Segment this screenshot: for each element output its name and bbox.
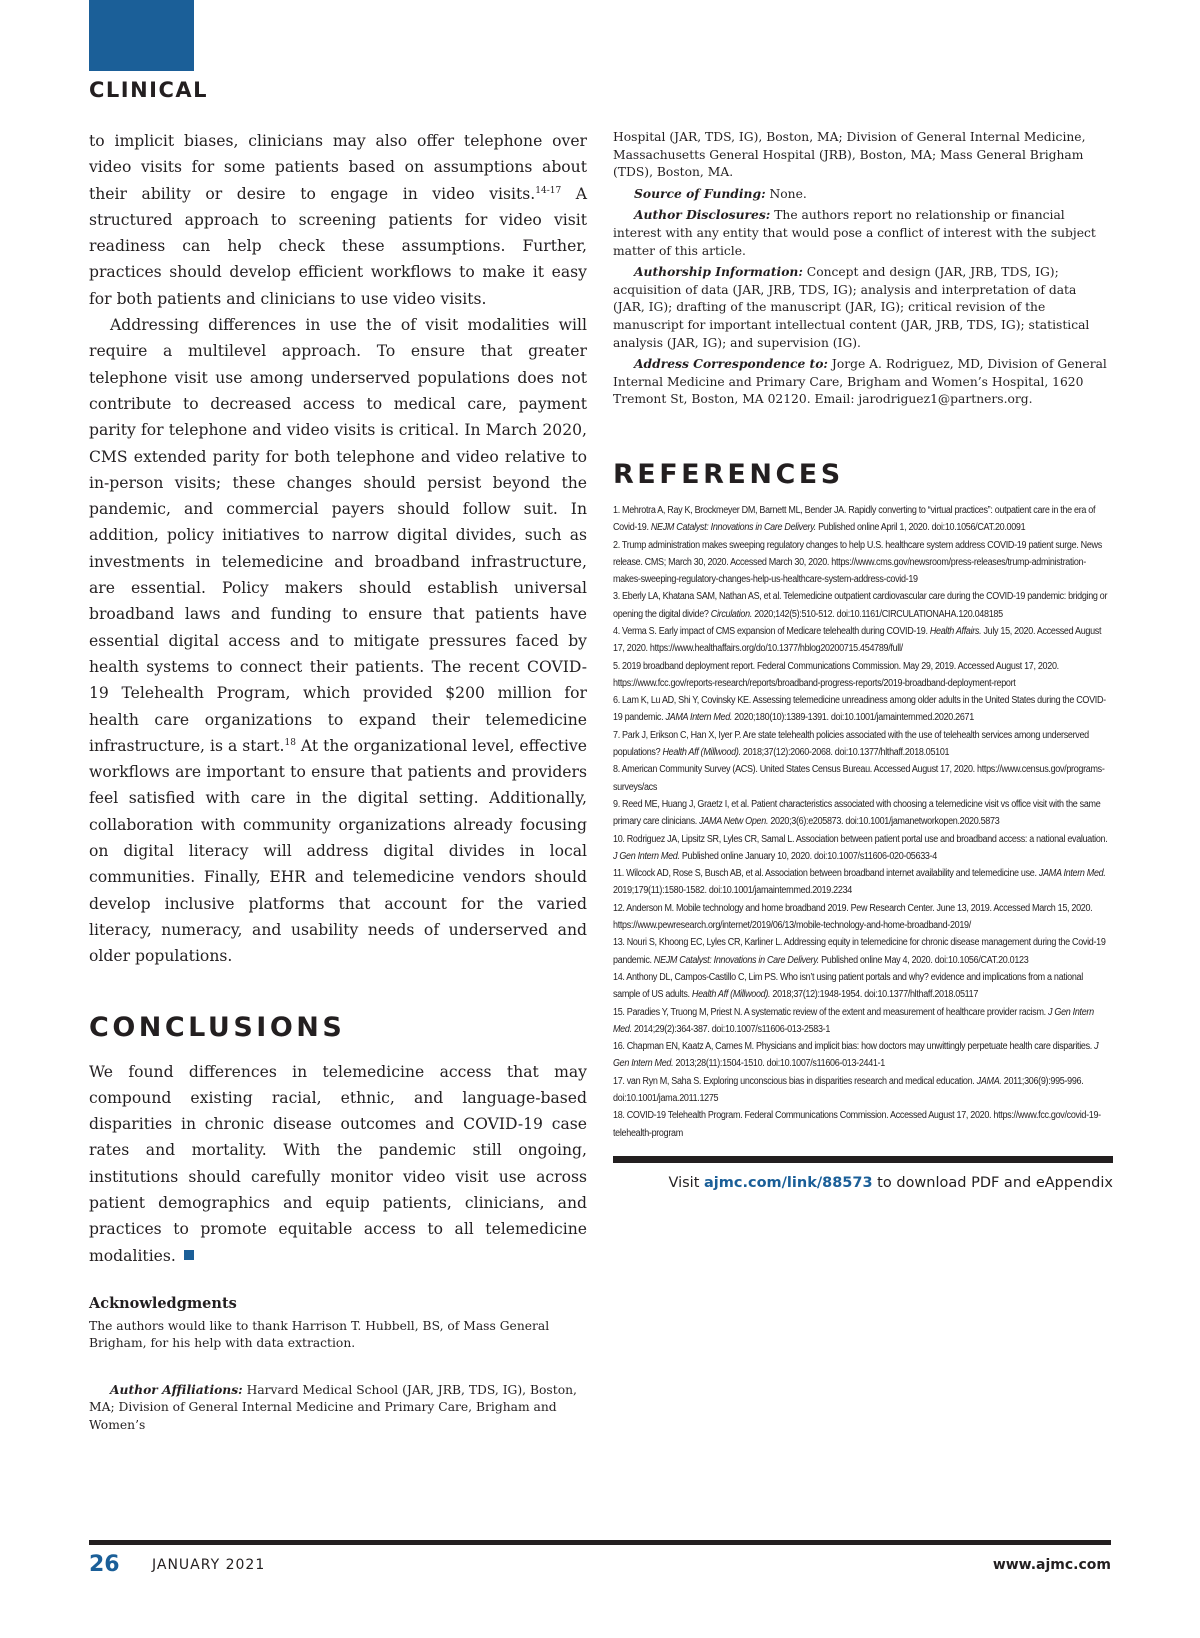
reference-journal: NEJM Catalyst: Innovations in Care Delivery.	[653, 954, 819, 966]
reference-item	[613, 658, 1111, 693]
reference-text: Published online May 4, 2020. doi:10.1056/CAT.20.0123	[818, 954, 1029, 966]
reference-text: July 15, 2020. Accessed August 17, 2020. https://www.healthaffairs.org/do/10.1377/hblog20200715.454789/full/	[613, 625, 1102, 655]
disclosures-text: The authors report no relationship or financial interest with any entity that would pose a conflict of interest with the subject matter of this article.	[613, 208, 1096, 258]
disclosures-note	[613, 206, 1111, 260]
right-column	[613, 129, 1111, 1191]
download-notice	[613, 1175, 1113, 1191]
left-column	[89, 128, 587, 1434]
reference-journal: Health Aff (Millwood).	[662, 747, 741, 759]
reference-item	[613, 969, 1111, 1004]
reference-journal: JAMA Intern Med.	[1038, 868, 1106, 880]
reference-item	[613, 1073, 1111, 1108]
body-text: We found differences in telemedicine access that may compound existing racial, ethnic, and language-based disparities in chronic disease outcomes and COVID-19 case rates and mortality. With the pandemic still ongoing, institutions should carefully monitor video visit use across patient demographics and equip patients, clinicians, and practices to promote equitable access to all telemedicine modalities.	[89, 1062, 587, 1265]
reference-item	[613, 831, 1111, 866]
reference-journal: JAMA Intern Med.	[665, 712, 733, 724]
references-divider	[613, 1156, 1113, 1163]
reference-text: 2018;37(12):1948-1954. doi:10.1377/hlthaff.2018.05117	[770, 989, 979, 1001]
citation-superscript: 18	[284, 737, 296, 748]
reference-text: 2020;3(6):e205873. doi:10.1001/jamanetworkopen.2020.5873	[768, 816, 1000, 828]
reference-text: 2019;179(11):1580-1582. doi:10.1001/jamainternmed.2019.2234	[613, 885, 852, 897]
website-link[interactable]: www.ajmc.com	[992, 1557, 1111, 1573]
citation-superscript: 14-17	[535, 185, 562, 196]
reference-text: Published online January 10, 2020. doi:10.1007/s11606-020-05633-4	[679, 850, 937, 862]
reference-journal: Circulation.	[710, 608, 753, 620]
reference-text: 8. American Community Survey (ACS). United States Census Bureau. Accessed August 17, 2020. https://www.census.gov/programs-surveys/acs	[613, 764, 1105, 793]
download-suffix: to download PDF and eAppendix	[872, 1174, 1113, 1191]
footer-divider	[89, 1540, 1111, 1545]
conclusions-paragraph	[89, 1059, 587, 1269]
reference-journal: J Gen Intern Med.	[613, 1041, 1099, 1070]
reference-text: 6. Lam K, Lu AD, Shi Y, Covinsky KE. Assessing telemedicine unreadiness among older adults in the United States during the COVID-19 pandemic.	[613, 695, 1106, 724]
funding-text: None.	[765, 186, 807, 201]
reference-text: 4. Verma S. Early impact of CMS expansion of Medicare telehealth during COVID-19.	[613, 625, 930, 637]
body-text: A structured approach to screening patients for video visit readiness can help check these assumptions. Further, practices should develop efficient workflows to make it easy for both patients and clinicians to use video visits.	[89, 184, 588, 308]
acknowledgments-heading: Acknowledgments	[89, 1294, 237, 1312]
reference-journal: Health Affairs.	[929, 625, 982, 637]
reference-item	[613, 727, 1111, 762]
body-paragraph-1	[89, 128, 587, 312]
reference-item	[613, 502, 1111, 537]
affiliations-label: Author Affiliations:	[110, 1381, 243, 1397]
reference-text: 15. Paradies Y, Truong M, Priest N. A systematic review of the extent and measurement of healthcare provider racism.	[613, 1006, 1049, 1018]
reference-text: 12. Anderson M. Mobile technology and home broadband 2019. Pew Research Center. June 13, 2019. Accessed March 15, 2020. https://www.pewresearch.org/internet/2019/06/13/mobile-technology-and-home-broadband-2019/	[613, 902, 1093, 932]
reference-item	[613, 900, 1111, 935]
section-color-tab	[89, 0, 194, 71]
author-affiliations	[89, 1381, 587, 1435]
correspondence-note	[613, 355, 1111, 409]
reference-journal: J Gen Intern Med.	[613, 1006, 1094, 1035]
reference-text: 16. Chapman EN, Kaatz A, Carnes M. Physicians and implicit bias: how doctors may unwittingly perpetuate health care disparities.	[613, 1041, 1095, 1053]
reference-text: 14. Anthony DL, Campos-Castillo C, Lim PS. Who isn’t using patient portals and why? evidence and implications from a national sample of US adults.	[613, 971, 1083, 1001]
conclusions-heading: CONCLUSIONS	[89, 1011, 346, 1043]
section-label: CLINICAL	[89, 78, 209, 102]
reference-item	[613, 623, 1111, 658]
reference-item	[613, 537, 1111, 589]
references-heading: REFERENCES	[613, 458, 844, 490]
reference-text: 5. 2019 broadband deployment report. Federal Communications Commission. May 29, 2019. Accessed August 17, 2020. https://www.fcc.gov/reports-research/reports/broadband-progress-reports/2019-broadband-deployment-report	[613, 660, 1059, 689]
reference-text: 2020;142(5):510-512. doi:10.1161/CIRCULATIONAHA.120.048185	[752, 608, 1003, 620]
correspondence-text: Jorge A. Rodriguez, MD, Division of General Internal Medicine and Primary Care, Brigham and Women’s Hospital, 1620 Tremont St, Boston, MA 02120. Email: jarodriguez1@partners.org.	[613, 357, 1107, 407]
reference-text: 9. Reed ME, Huang J, Graetz I, et al. Patient characteristics associated with choosing a telemedicine visit vs office visit with the same primary care clinicians.	[613, 798, 1101, 828]
issue-date: JANUARY 2021	[152, 1557, 266, 1573]
reference-text: 13. Nouri S, Khoong EC, Lyles CR, Karliner L. Addressing equity in telemedicine for chronic disease management during the Covid-19 pandemic.	[613, 937, 1106, 966]
reference-text: Published online April 1, 2020. doi:10.1056/CAT.20.0091	[815, 522, 1026, 534]
reference-text: 11. Wilcock AD, Rose S, Busch AB, et al. Association between broadband internet availability and telemedicine use.	[613, 868, 1039, 880]
reference-item	[613, 796, 1111, 831]
body-paragraph-2	[89, 312, 587, 969]
reference-text: 1. Mehrotra A, Ray K, Brockmeyer DM, Barnett ML, Bender JA. Rapidly converting to “virtual practices”: outpatient care in the era of Covid-19.	[613, 504, 1096, 534]
reference-text: 2011;306(9):995-996. doi:10.1001/jama.2011.1275	[613, 1075, 1084, 1104]
reference-text: 2. Trump administration makes sweeping regulatory changes to help U.S. healthcare system address COVID-19 patient surge. News release. CMS; March 30, 2020. Accessed March 30, 2020. https://www.cms.gov/newsroom/press-releases/trump-administration-makes-sweeping-regulatory-changes-help-us-healthcare-system-address-covid-19	[613, 539, 1102, 586]
reference-item	[613, 588, 1111, 623]
authorship-label: Authorship Information:	[634, 264, 803, 280]
references-list	[613, 502, 1111, 1142]
correspondence-label: Address Correspondence to:	[634, 356, 828, 372]
affiliations-text: Harvard Medical School (JAR, JRB, TDS, IG), Boston, MA; Division of General Internal Medicine and Primary Care, Brigham and Women’s	[89, 1382, 577, 1432]
reference-item	[613, 1038, 1111, 1073]
funding-label: Source of Funding:	[634, 185, 766, 201]
body-text: At the organizational level, effective workflows are important to ensure that patients and providers feel satisfied with care in the digital setting. Additionally, collaboration with community organizations already focusing on digital literacy will address digital divides in local communities. Finally, EHR and telemedicine vendors should develop inclusive platforms that account for the varied literacy, numeracy, and usability needs of underserved and older populations.	[89, 736, 587, 966]
end-mark-square-icon	[184, 1250, 194, 1260]
reference-journal: NEJM Catalyst: Innovations in Care Delivery.	[650, 522, 816, 534]
reference-text: 18. COVID-19 Telehealth Program. Federal Communications Commission. Accessed August 17, 2020. https://www.fcc.gov/covid-19-telehealth-program	[613, 1110, 1101, 1139]
reference-item	[613, 865, 1111, 900]
body-text: to implicit biases, clinicians may also offer telephone over video visits for some patients based on assumptions about their ability or desire to engage in video visits.	[89, 132, 587, 203]
reference-journal: JAMA Netw Open.	[699, 816, 769, 828]
reference-text: 3. Eberly LA, Khatana SAM, Nathan AS, et al. Telemedicine outpatient cardiovascular care during the COVID-19 pandemic: bridging or opening the digital divide?	[613, 591, 1108, 620]
affiliations-continued: Hospital (JAR, TDS, IG), Boston, MA; Division of General Internal Medicine, Massachusetts General Hospital (JRB), Boston, MA; Mass General Brigham (TDS), Boston, MA.	[613, 130, 1086, 180]
acknowledgments-text: The authors would like to thank Harrison T. Hubbell, BS, of Mass General Brigham, for his help with data extraction.	[89, 1318, 550, 1351]
download-link[interactable]: ajmc.com/link/88573	[704, 1174, 873, 1191]
reference-item	[613, 1004, 1111, 1039]
reference-text: 2014;29(2):364-387. doi:10.1007/s11606-013-2583-1	[631, 1023, 831, 1035]
body-text: Addressing differences in use the of visit modalities will require a multilevel approach. To ensure that greater telephone visit use among underserved populations does not contribute to decreased access to medical care, payment parity for telephone and video visits is critical. In March 2020, CMS extended parity for both telephone and video relative to in-person visits; these changes should persist beyond the pandemic, and commercial payers should follow suit. In addition, policy initiatives to narrow digital divides, such as investments in telemedicine and broadband infrastructure, are essential. Policy makers should establish universal broadband laws and funding to ensure that patients have essential digital access and to mitigate pressures faced by health systems to connect their patients. The recent COVID-19 Telehealth Program, which provided $200 million for health care organizations to expand their telemedicine infrastructure, is a start.	[89, 316, 587, 755]
reference-item	[613, 761, 1111, 796]
reference-text: 7. Park J, Erikson C, Han X, Iyer P. Are state telehealth policies associated with the use of telehealth services among underserved populations?	[613, 729, 1089, 759]
funding-note	[613, 185, 1111, 204]
download-prefix: Visit	[668, 1174, 704, 1191]
disclosures-label: Author Disclosures:	[634, 207, 771, 223]
reference-text: 2013;28(11):1504-1510. doi:10.1007/s11606-013-2441-1	[673, 1058, 885, 1070]
reference-item	[613, 934, 1111, 969]
reference-journal: J Gen Intern Med.	[613, 850, 680, 862]
authorship-text: Concept and design (JAR, JRB, TDS, IG); acquisition of data (JAR, JRB, TDS, IG); analysis and interpretation of data (JAR, IG); drafting of the manuscript (JAR, IG); critical revision of the manuscript for important intellectual content (JAR, JRB, TDS, IG); statistical analysis (JAR, IG); and supervision (IG).	[613, 265, 1090, 350]
reference-text: 10. Rodriguez JA, Lipsitz SR, Lyles CR, Samal L. Association between patient portal use and broadband access: a national evaluation.	[613, 833, 1108, 845]
reference-journal: JAMA.	[976, 1075, 1002, 1087]
reference-item	[613, 1107, 1111, 1142]
page-number: 26	[89, 1552, 120, 1577]
reference-text: 2020;180(10):1389-1391. doi:10.1001/jamainternmed.2020.2671	[732, 712, 974, 724]
authorship-note	[613, 263, 1111, 352]
reference-item	[613, 692, 1111, 727]
reference-text: 2018;37(12):2060-2068. doi:10.1377/hlthaff.2018.05101	[740, 747, 950, 759]
reference-text: 17. van Ryn M, Saha S. Exploring unconscious bias in disparities research and medical education.	[613, 1075, 977, 1087]
reference-journal: Health Aff (Millwood).	[691, 989, 771, 1001]
